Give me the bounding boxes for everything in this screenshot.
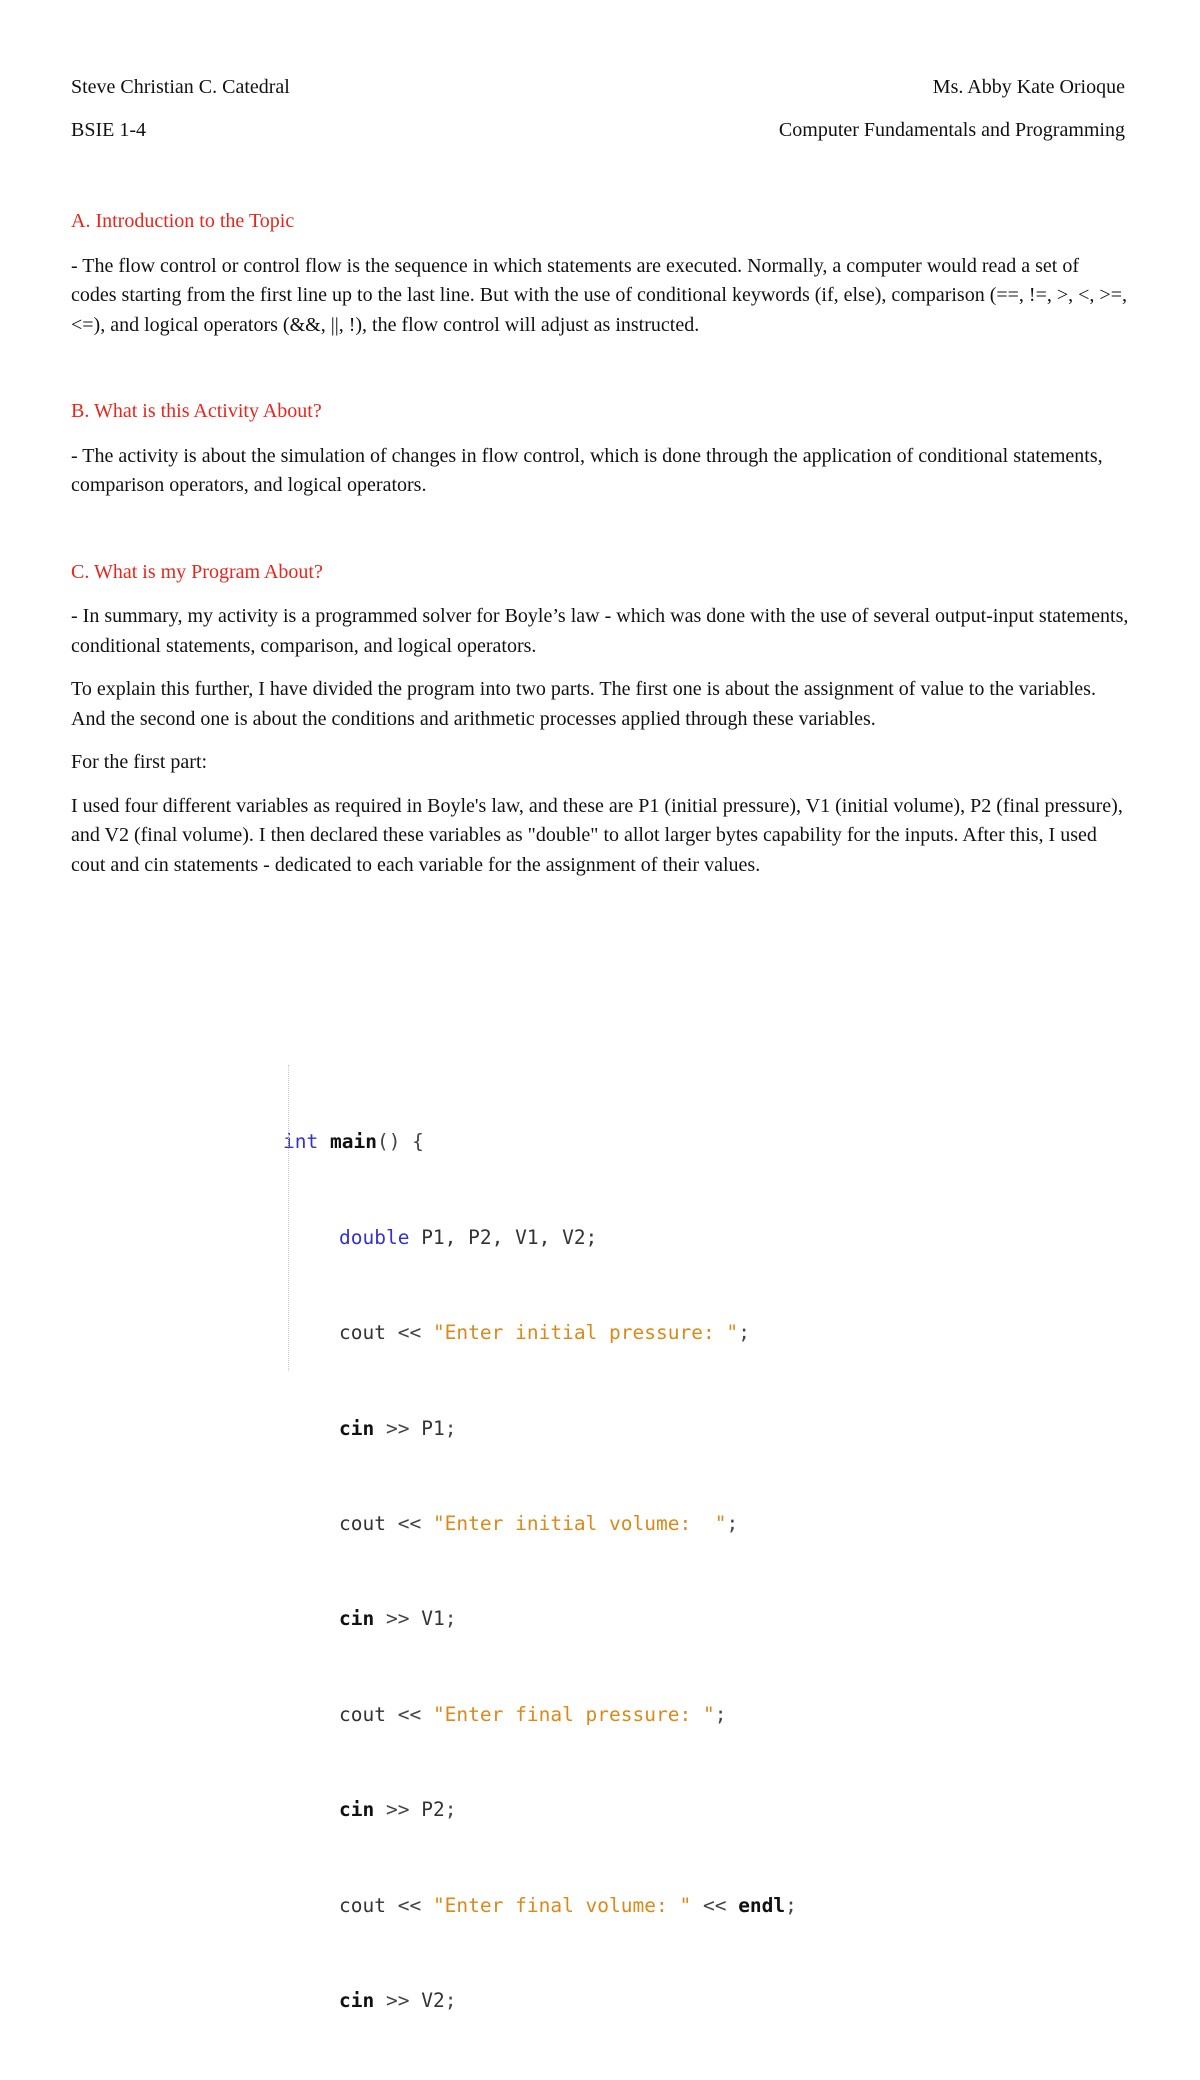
code-line: int main() {	[283, 1130, 424, 1154]
header-row-1	[71, 75, 1125, 99]
code-line: cout << "Enter final volume: " << endl;	[339, 1893, 797, 1917]
document-body	[71, 207, 1129, 880]
section-c-body: - In summary, my activity is a programmed solver for Boyle’s law - which was done with the use of several output-input statements, conditional statements, comparison, and logical operators.	[71, 605, 1129, 657]
student-name: Steve Christian C. Catedral	[71, 76, 290, 98]
code-line: double P1, P2, V1, V2;	[339, 1225, 598, 1249]
indent-guide	[288, 1065, 289, 1371]
code-line: cin >> V2;	[339, 1988, 457, 2012]
section-b-body: - The activity is about the simulation of changes in flow control, which is done through the application of conditional statements, comparison operators, and logical operators.	[71, 444, 1103, 496]
section-label: BSIE 1-4	[71, 119, 146, 141]
code-screenshot	[283, 1031, 923, 2080]
section-c-paragraph-4: I used four different variables as required in Boyle's law, and these are P1 (initial pressure), V1 (initial volume), P2 (final pressure), and V2 (final volume). I then declared these variables as "double" to allot larger bytes capability for the inputs. After this, I used cout and cin statements - dedicated to each variable for the assignment of their values.	[71, 794, 1123, 876]
code-line: cin >> P2;	[339, 1798, 457, 1822]
section-a-heading: A. Introduction to the Topic	[71, 210, 295, 232]
teacher-name: Ms. Abby Kate Orioque	[932, 76, 1125, 98]
code-line: cout << "Enter initial volume: ";	[339, 1511, 739, 1535]
code-line: cout << "Enter final pressure: ";	[339, 1702, 727, 1726]
header-row-2	[71, 118, 1125, 142]
course-name: Computer Fundamentals and Programming	[778, 119, 1125, 141]
section-b-heading: B. What is this Activity About?	[71, 400, 322, 422]
code-line: cout << "Enter initial pressure: ";	[339, 1321, 750, 1345]
code-line: cin >> P1;	[339, 1416, 457, 1440]
section-c-paragraph-3: For the first part:	[71, 751, 208, 773]
section-c-paragraph-2: To explain this further, I have divided the program into two parts. The first one is about the assignment of value to the variables. And the second one is about the conditions and arithmetic processes applied through these variables.	[71, 678, 1096, 730]
section-a-body: - The flow control or control flow is the sequence in which statements are executed. Normally, a computer would read a set of codes starting from the first line up to the last line. But with the use of conditional keywords (if, else), comparison (==, !=, >, <, >=, <=), and logical operators (&&, ||, !), the flow control will adjust as instructed.	[71, 254, 1127, 336]
code-line: cin >> V1;	[339, 1607, 457, 1631]
section-c-heading: C. What is my Program About?	[71, 560, 323, 583]
